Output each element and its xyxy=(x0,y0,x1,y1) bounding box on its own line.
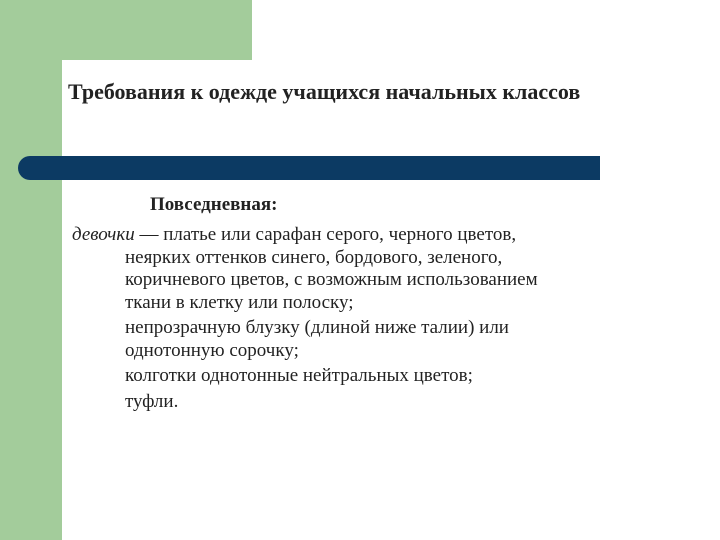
section-subtitle: Повседневная: xyxy=(150,194,278,215)
requirements-line: туфли. xyxy=(125,390,179,412)
girls-label: девочки xyxy=(72,224,135,245)
requirements-line xyxy=(72,224,672,247)
requirements-line-text: — платье или сарафан серого, черного цветов, xyxy=(134,224,517,245)
requirements-line: ткани в клетку или полоску; xyxy=(125,291,354,313)
decorative-green-block xyxy=(62,0,252,60)
requirements-line: непрозрачную блузку (длиной ниже талии) или xyxy=(125,317,509,338)
title-divider-bar xyxy=(18,156,600,180)
requirements-text xyxy=(72,224,672,413)
slide-title: Требования к одежде учащихся начальных классов xyxy=(68,79,581,104)
decorative-green-sidebar xyxy=(0,0,62,540)
requirements-line: однотонную сорочку; xyxy=(125,339,299,361)
requirements-line: колготки однотонные нейтральных цветов; xyxy=(125,365,473,386)
requirements-line: неярких оттенков синего, бордового, зеленого, xyxy=(125,246,503,268)
requirements-line: коричневого цветов, с возможным использованием xyxy=(125,269,538,290)
